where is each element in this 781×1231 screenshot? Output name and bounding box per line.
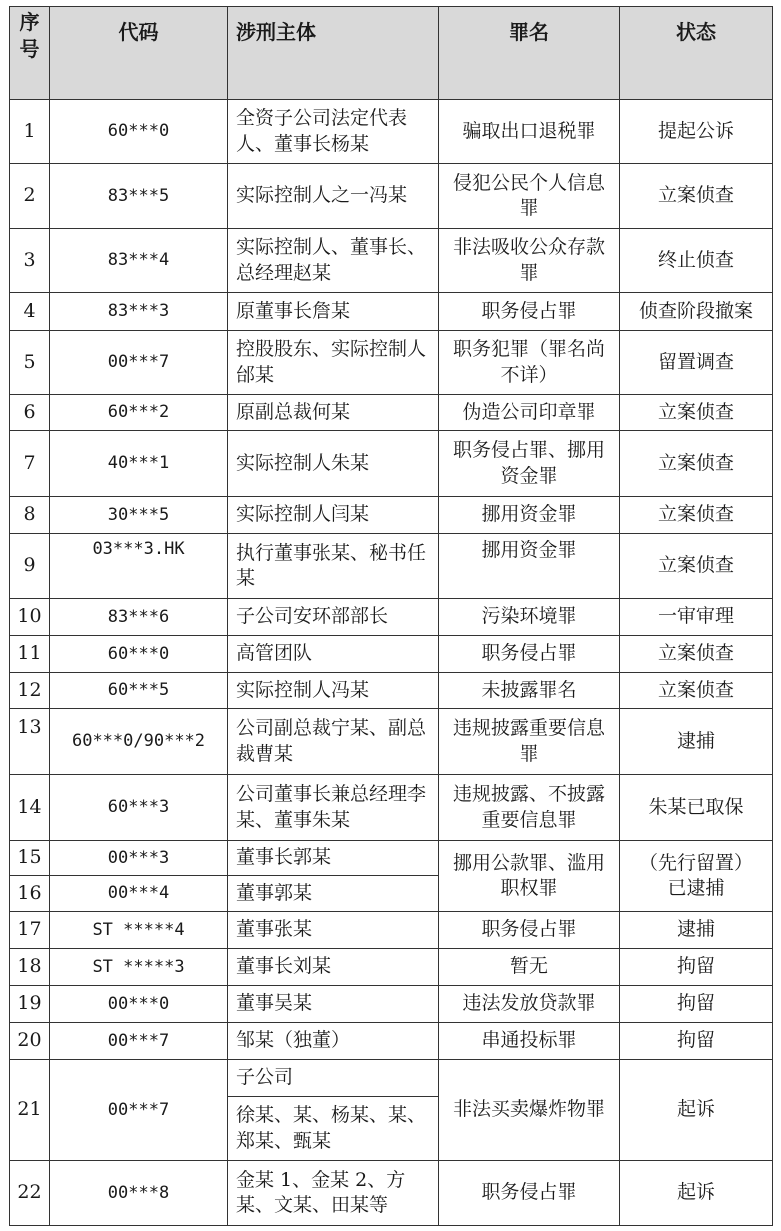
cell-code: 60***3	[50, 775, 228, 841]
cell-no: 13	[10, 709, 50, 775]
cell-subject: 邹某（独董）	[228, 1023, 439, 1060]
cell-code: 83***6	[50, 599, 228, 636]
table-row	[10, 636, 773, 673]
cell-status: 拘留	[620, 1023, 773, 1060]
cell-subject: 实际控制人、董事长、总经理赵某	[228, 229, 439, 293]
cell-crime: 伪造公司印章罪	[439, 395, 620, 431]
cell-subject: 公司董事长兼总经理李某、董事朱某	[228, 775, 439, 841]
cell-crime: 非法吸收公众存款罪	[439, 229, 620, 293]
cell-crime: 违规披露重要信息罪	[439, 709, 620, 775]
cell-code: 30***5	[50, 497, 228, 534]
cell-code: 83***3	[50, 293, 228, 331]
cell-no: 8	[10, 497, 50, 534]
cell-code: 03***3.HK	[50, 534, 228, 599]
cell-status: 逮捕	[620, 709, 773, 775]
cell-subject: 公司副总裁宁某、副总裁曹某	[228, 709, 439, 775]
cell-code: 83***5	[50, 164, 228, 229]
table-row	[10, 599, 773, 636]
cell-code: 40***1	[50, 431, 228, 497]
cell-crime: 职务侵占罪	[439, 912, 620, 949]
cell-status: 侦查阶段撤案	[620, 293, 773, 331]
header-subject: 涉刑主体	[228, 7, 439, 100]
table-row	[10, 986, 773, 1023]
table-row	[10, 395, 773, 431]
cell-no: 6	[10, 395, 50, 431]
header-crime: 罪名	[439, 7, 620, 100]
cell-subject: 原副总裁何某	[228, 395, 439, 431]
cell-no: 14	[10, 775, 50, 841]
table-wrapper	[9, 6, 772, 1226]
cell-crime: 职务侵占罪、挪用资金罪	[439, 431, 620, 497]
cell-status: 拘留	[620, 949, 773, 986]
cell-code: 60***0	[50, 100, 228, 164]
table-row	[10, 949, 773, 986]
table-row	[10, 164, 773, 229]
cell-subject: 金某 1、金某 2、方某、文某、田某等	[228, 1161, 439, 1226]
cell-no: 18	[10, 949, 50, 986]
header-code: 代码	[50, 7, 228, 100]
cell-subject: 执行董事张某、秘书任某	[228, 534, 439, 599]
cell-status: 拘留	[620, 986, 773, 1023]
table-row	[10, 431, 773, 497]
cell-subject: 全资子公司法定代表人、董事长杨某	[228, 100, 439, 164]
cell-status: 一审审理	[620, 599, 773, 636]
cell-crime: 未披露罪名	[439, 673, 620, 709]
cell-crime: 暂无	[439, 949, 620, 986]
cell-code: 60***0/90***2	[50, 709, 228, 775]
table-row	[10, 293, 773, 331]
header-no: 序号	[10, 7, 50, 100]
cell-status: 提起公诉	[620, 100, 773, 164]
table-row	[10, 534, 773, 599]
cell-crime: 污染环境罪	[439, 599, 620, 636]
cell-no: 1	[10, 100, 50, 164]
cell-subject: 董事郭某	[228, 876, 439, 912]
cell-status: 立案侦查	[620, 534, 773, 599]
cell-crime: 侵犯公民个人信息罪	[439, 164, 620, 229]
cell-code: 60***5	[50, 673, 228, 709]
table-row	[10, 709, 773, 775]
cell-status: 立案侦查	[620, 164, 773, 229]
cell-status: 起诉	[620, 1060, 773, 1161]
cell-subject: 董事长郭某	[228, 841, 439, 876]
cell-code: 00***7	[50, 1023, 228, 1060]
cell-subject-b: 徐某、某、杨某、某、郑某、甄某	[228, 1097, 439, 1161]
cell-status: 朱某已取保	[620, 775, 773, 841]
cell-subject: 原董事长詹某	[228, 293, 439, 331]
table-row	[10, 673, 773, 709]
cell-no: 22	[10, 1161, 50, 1226]
header-status: 状态	[620, 7, 773, 100]
cell-code: 00***8	[50, 1161, 228, 1226]
table-row	[10, 912, 773, 949]
cell-subject-a: 子公司	[228, 1060, 439, 1097]
cell-no: 2	[10, 164, 50, 229]
cell-crime: 挪用资金罪	[439, 497, 620, 534]
cell-crime: 职务侵占罪	[439, 293, 620, 331]
cell-status: 立案侦查	[620, 395, 773, 431]
cell-crime: 违法发放贷款罪	[439, 986, 620, 1023]
cell-subject: 高管团队	[228, 636, 439, 673]
cell-subject: 子公司安环部部长	[228, 599, 439, 636]
cell-subject: 实际控制人朱某	[228, 431, 439, 497]
table-row	[10, 229, 773, 293]
cell-crime: 骗取出口退税罪	[439, 100, 620, 164]
cell-status: 立案侦查	[620, 497, 773, 534]
table-row	[10, 841, 773, 876]
cell-status: 起诉	[620, 1161, 773, 1226]
cell-status: 留置调查	[620, 331, 773, 395]
header-row	[10, 7, 773, 100]
cell-no: 7	[10, 431, 50, 497]
cell-code: 83***4	[50, 229, 228, 293]
cell-no: 5	[10, 331, 50, 395]
table-row	[10, 1060, 773, 1097]
cell-no: 17	[10, 912, 50, 949]
cell-crime: 职务侵占罪	[439, 1161, 620, 1226]
cell-crime: 非法买卖爆炸物罪	[439, 1060, 620, 1161]
cell-no: 3	[10, 229, 50, 293]
cell-code: 00***7	[50, 331, 228, 395]
cell-no: 15	[10, 841, 50, 876]
cell-status: 立案侦查	[620, 431, 773, 497]
cell-no: 10	[10, 599, 50, 636]
cell-code: 00***0	[50, 986, 228, 1023]
cell-crime: 职务犯罪（罪名尚不详）	[439, 331, 620, 395]
cell-no: 9	[10, 534, 50, 599]
criminal-cases-table	[9, 6, 773, 1226]
cell-crime-merged: 挪用公款罪、滥用职权罪	[439, 841, 620, 912]
table-row	[10, 1023, 773, 1060]
cell-no: 21	[10, 1060, 50, 1161]
cell-crime: 违规披露、不披露重要信息罪	[439, 775, 620, 841]
cell-code: 60***2	[50, 395, 228, 431]
table-row	[10, 775, 773, 841]
cell-subject: 董事张某	[228, 912, 439, 949]
cell-subject: 实际控制人之一冯某	[228, 164, 439, 229]
cell-status: 终止侦查	[620, 229, 773, 293]
table-row	[10, 331, 773, 395]
cell-no: 19	[10, 986, 50, 1023]
cell-subject: 实际控制人冯某	[228, 673, 439, 709]
cell-status-merged: （先行留置）已逮捕	[620, 841, 773, 912]
cell-subject: 董事长刘某	[228, 949, 439, 986]
cell-code: 00***7	[50, 1060, 228, 1161]
cell-code: 00***3	[50, 841, 228, 876]
cell-subject: 董事吴某	[228, 986, 439, 1023]
cell-crime: 挪用资金罪	[439, 534, 620, 599]
cell-subject: 控股股东、实际控制人邰某	[228, 331, 439, 395]
table-row	[10, 497, 773, 534]
cell-no: 4	[10, 293, 50, 331]
cell-code: ST *****4	[50, 912, 228, 949]
cell-subject: 实际控制人闫某	[228, 497, 439, 534]
cell-status: 逮捕	[620, 912, 773, 949]
cell-code: 60***0	[50, 636, 228, 673]
cell-code: 00***4	[50, 876, 228, 912]
cell-no: 16	[10, 876, 50, 912]
cell-status: 立案侦查	[620, 636, 773, 673]
cell-crime: 职务侵占罪	[439, 636, 620, 673]
cell-no: 12	[10, 673, 50, 709]
cell-no: 11	[10, 636, 50, 673]
cell-no: 20	[10, 1023, 50, 1060]
cell-code: ST *****3	[50, 949, 228, 986]
table-row	[10, 1161, 773, 1226]
cell-crime: 串通投标罪	[439, 1023, 620, 1060]
cell-status: 立案侦查	[620, 673, 773, 709]
table-row	[10, 100, 773, 164]
